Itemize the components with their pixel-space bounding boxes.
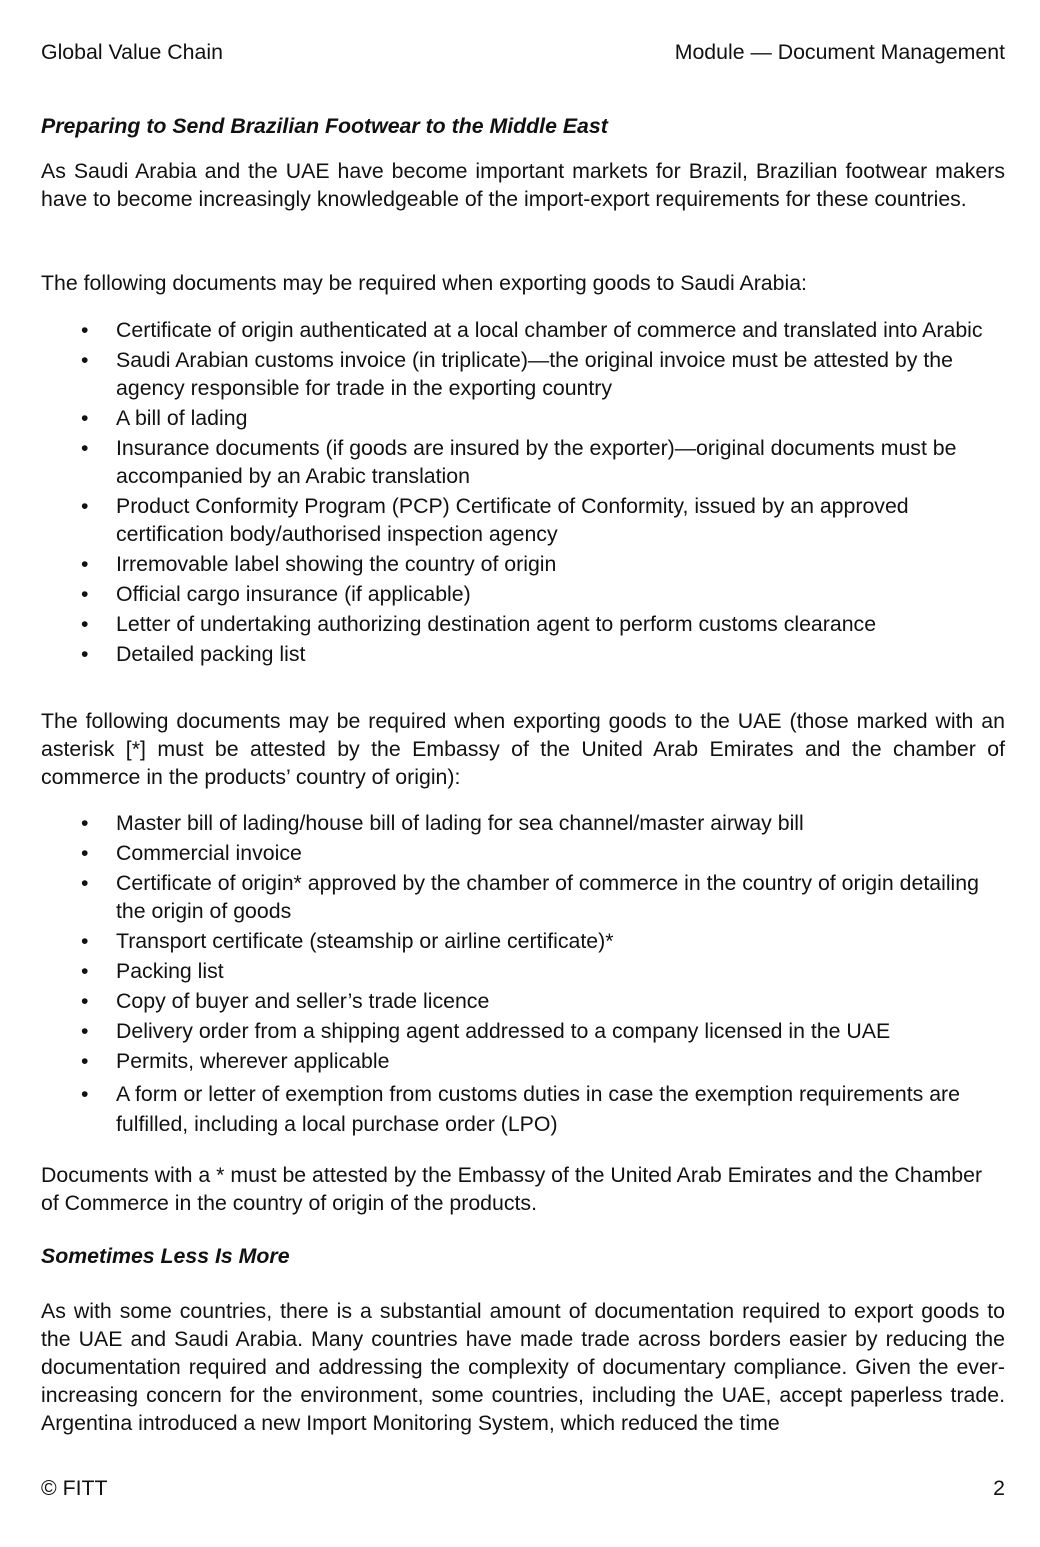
list-item: • Certificate of origin authenticated at a local chamber of commerce and translated into Arabic — [81, 318, 983, 342]
document-page — [41, 0, 1005, 1547]
intro-paragraph: As Saudi Arabia and the UAE have become important markets for Brazil, Brazilian footwear makers have to become increasingly knowledgeable of the import-export requirements for these countries. — [41, 159, 1005, 211]
list-item: • Copy of buyer and seller’s trade licence — [81, 989, 490, 1013]
bullet-icon: • — [81, 318, 89, 342]
list-item: • Letter of undertaking authorizing destination agent to perform customs clearance — [81, 612, 877, 636]
list-item: • Insurance documents (if goods are insured by the exporter)—original documents must be accompanied by an Arabic translation — [81, 436, 957, 488]
bullet-icon: • — [81, 612, 89, 636]
bullet-icon: • — [81, 989, 89, 1013]
bullet-icon: • — [81, 642, 89, 666]
list-item: • Product Conformity Program (PCP) Certificate of Conformity, issued by an approved certification body/authorised inspection agency — [81, 494, 909, 546]
bullet-icon: • — [81, 582, 89, 606]
list-item: • Commercial invoice — [81, 841, 302, 865]
bullet-icon: • — [81, 1049, 89, 1073]
saudi-documents-list — [41, 316, 1005, 668]
attestation-note: Documents with a * must be attested by the Embassy of the United Arab Emirates and the Chamber of Commerce in the country of origin of the products. — [41, 1163, 983, 1215]
bullet-icon: • — [81, 494, 89, 518]
footer-copyright: © FITT — [41, 1476, 108, 1500]
uae-lead-paragraph: The following documents may be required when exporting goods to the UAE (those marked with an asterisk [*] must be attested by the Embassy of the United Arab Emirates and the chamber of commerce in the products’ country of origin): — [41, 709, 1005, 789]
list-item: • A form or letter of exemption from customs duties in case the exemption requirements are fulfilled, including a local purchase order (LPO) — [41, 1079, 1005, 1139]
bullet-icon: • — [81, 1019, 89, 1043]
list-item: • Detailed packing list — [81, 642, 306, 666]
header-module-title: Module — Document Management — [674, 40, 1005, 64]
list-item: • Official cargo insurance (if applicable) — [81, 582, 471, 606]
uae-documents-list — [41, 809, 1005, 1139]
list-item: • A bill of lading — [81, 406, 248, 430]
bullet-icon: • — [81, 841, 89, 865]
list-item: • Delivery order from a shipping agent addressed to a company licensed in the UAE — [81, 1019, 891, 1043]
bullet-icon: • — [81, 436, 89, 460]
list-item: • Packing list — [81, 959, 224, 983]
list-item: • Master bill of lading/house bill of lading for sea channel/master airway bill — [81, 811, 804, 835]
section-title-footwear: Preparing to Send Brazilian Footwear to the Middle East — [41, 114, 608, 138]
bullet-icon: • — [81, 929, 89, 953]
less-is-more-paragraph: As with some countries, there is a substantial amount of documentation required to export goods to the UAE and Saudi Arabia. Many countries have made trade across borders easier by reducing the documentation required and addressing the complexity of documentary compliance. Given the ever-increasing concern for the environment, some countries, including the UAE, accept paperless trade. Argentina introduced a new Import Monitoring System, which reduced the time — [41, 1299, 1005, 1435]
bullet-icon: • — [81, 552, 89, 576]
list-item: • Permits, wherever applicable — [81, 1049, 390, 1073]
bullet-icon: • — [81, 348, 89, 372]
header-course-title: Global Value Chain — [41, 40, 223, 64]
bullet-icon: • — [81, 959, 89, 983]
bullet-icon: • — [81, 1082, 89, 1106]
list-item: • Certificate of origin* approved by the chamber of commerce in the country of origin detailing the origin of goods — [81, 871, 979, 923]
page-header — [41, 38, 1005, 66]
list-item: • Transport certificate (steamship or airline certificate)* — [81, 929, 614, 953]
bullet-icon: • — [81, 811, 89, 835]
list-item: • Saudi Arabian customs invoice (in triplicate)—the original invoice must be attested by the agency responsible for trade in the exporting country — [81, 348, 953, 400]
list-item: • Irremovable label showing the country of origin — [81, 552, 557, 576]
page-number: 2 — [993, 1476, 1005, 1500]
saudi-lead-paragraph: The following documents may be required when exporting goods to Saudi Arabia: — [41, 271, 807, 295]
bullet-icon: • — [81, 871, 89, 895]
bullet-icon: • — [81, 406, 89, 430]
section-title-less-is-more: Sometimes Less Is More — [41, 1244, 290, 1268]
